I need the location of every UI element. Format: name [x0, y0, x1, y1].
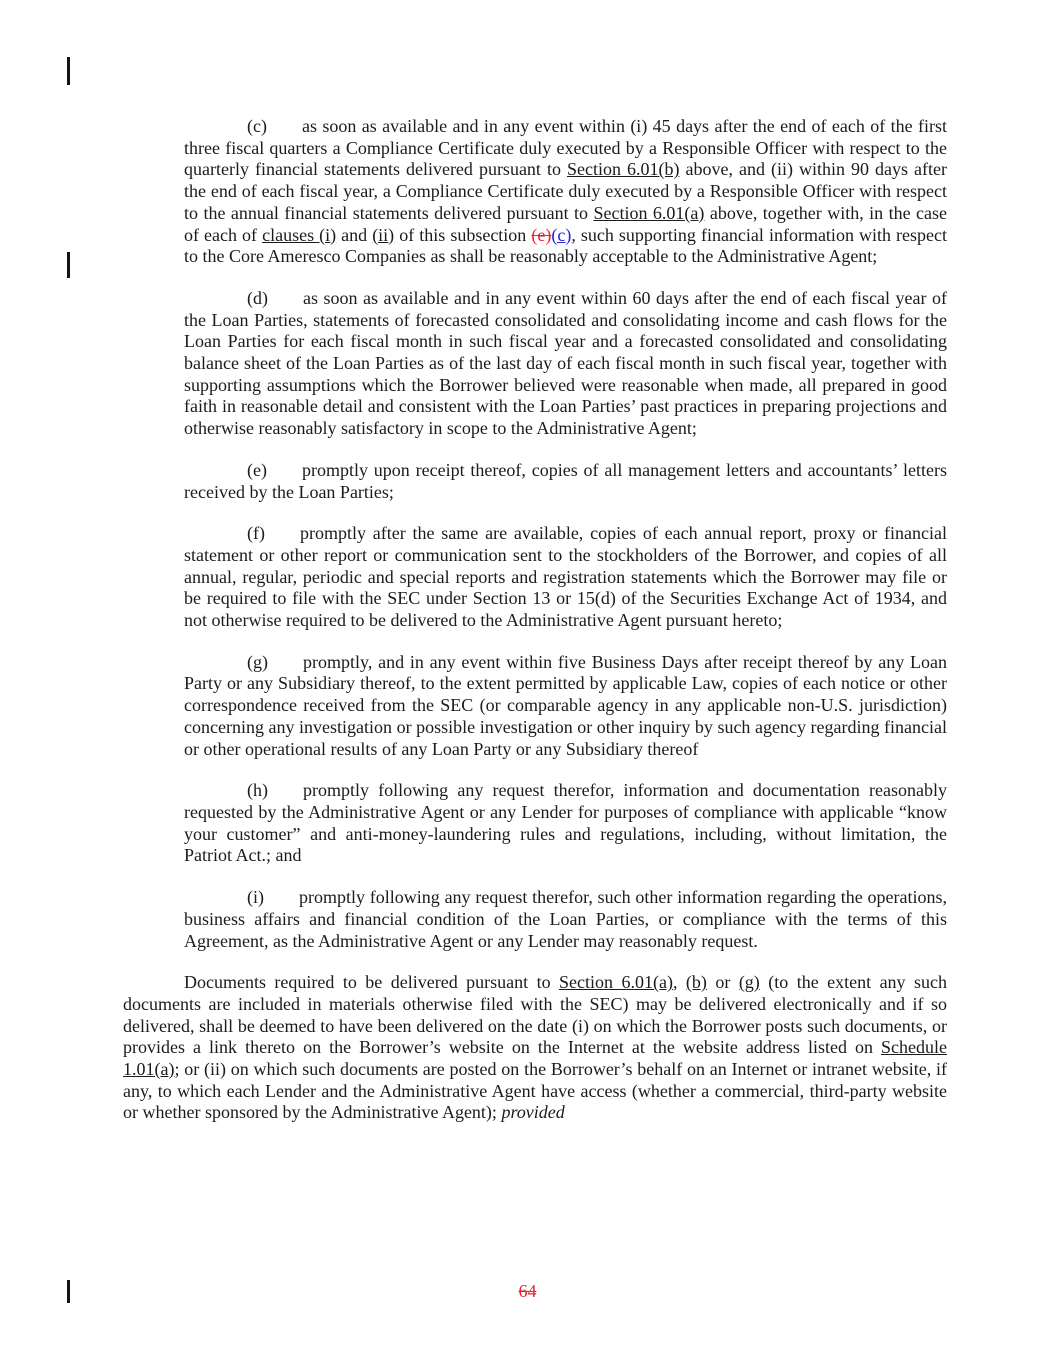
- paragraph-label: (g): [247, 651, 268, 672]
- text-segment-ins: (c): [551, 224, 572, 245]
- text-segment-u: (ii): [372, 224, 395, 245]
- text-segment: as soon as available and in any event within 60 days after the end of each fiscal year of the Loan Parties, statements of forecasted consolidated and consolidating income and cash flows for the Loan Parties for each fiscal month in such fiscal year and a forecasted consolidated and consolidating balance sheet of the Loan Parties as of the last day of each fiscal month in such fiscal year, together with supporting assumptions which the Borrower believed were reasonable when made, all prepared in good faith in reasonable detail and consistent with the Loan Parties’ past practices in preparing projections and otherwise reasonably satisfactory in scope to the Administrative Agent;: [184, 287, 947, 439]
- text-segment-u: (b): [685, 972, 707, 993]
- paragraph-documents-delivery: [123, 972, 947, 1124]
- text-segment: above, together with, in the case of each of: [184, 202, 948, 245]
- paragraph-e: [184, 460, 947, 503]
- revision-change-bar: [67, 252, 70, 278]
- document-body: [123, 116, 947, 1124]
- text-segment: Documents required to be delivered pursuant to: [184, 972, 560, 993]
- paragraph-i: [184, 887, 947, 952]
- text-segment: promptly, and in any event within five Business Days after receipt thereof by any Loan Party or any Subsidiary thereof, to the extent permitted by applicable Law, copies of each notice or other correspondence received from the SEC (or comparable agency in any applicable non-U.S. jurisdiction) concerning any investigation or possible investigation or other inquiry by such agency regarding financial or other operational results of any Loan Party or any Subsidiary thereof: [184, 651, 947, 759]
- paragraph-d: [184, 288, 947, 440]
- text-segment: ; or (ii) on which such documents are posted on the Borrower’s behalf on an Internet or intranet website, if any, to which each Lender and the Administrative Agent have access (whether a commercial, third-party website or whether sponsored by the Administrative Agent);: [123, 1059, 947, 1123]
- text-segment: , such supporting financial information with respect to the Core Ameresco Companies as shall be reasonably acceptable to the Administrative Agent;: [184, 224, 947, 267]
- paragraph-label: (e): [247, 459, 267, 480]
- text-segment: promptly following any request therefor, information and documentation reasonably requested by the Administrative Agent or any Lender for purposes of compliance with applicable “know your customer” and anti-money-laundering rules and regulations, including, without limitation, the Patriot Act.; and: [184, 780, 947, 866]
- text-segment: of this subsection: [394, 224, 532, 245]
- text-segment: promptly following any request therefor, such other information regarding the operations, business affairs and financial condition of the Loan Parties, or compliance with the terms of this Agreement, as the Administrative Agent or any Lender may reasonably request.: [184, 887, 947, 951]
- paragraph-text: [184, 288, 947, 438]
- paragraph-g: [184, 652, 947, 761]
- paragraph-label: (i): [247, 887, 264, 908]
- paragraph-text: [184, 887, 947, 950]
- page-number: 64: [518, 1281, 537, 1301]
- paragraph-text: [184, 652, 947, 759]
- paragraph-text: [184, 116, 947, 266]
- paragraph-text: [184, 523, 947, 630]
- text-segment: above, and (ii) within 90 days after the end of each fiscal year, a Compliance Certificate duly executed by a Responsible Officer with respect to the annual financial statements delivered pursuant to: [184, 159, 947, 223]
- paragraph-h: [184, 780, 947, 867]
- text-segment: or: [706, 972, 739, 993]
- text-segment-u: Schedule 1.01(a): [123, 1037, 947, 1080]
- text-segment-u: Section 6.01(a): [559, 972, 673, 993]
- text-segment: as soon as available and in any event within (i) 45 days after the end of each of the first three fiscal quarters a Compliance Certificate duly executed by a Responsible Officer with respect to the quarterly financial statements delivered pursuant to: [184, 116, 947, 180]
- text-segment: promptly after the same are available, copies of each annual report, proxy or financial statement or other report or communication sent to the stockholders of the Borrower, and copies of all annual, regular, periodic and special reports and registration statements which the Borrower may file or be required to file with the SEC under Section 13 or 15(d) of the Securities Exchange Act of 1934, and not otherwise required to be delivered to the Administrative Agent pursuant hereto;: [184, 523, 947, 631]
- text-segment: (to the extent any such documents are included in materials otherwise filed with the SEC) may be delivered electronically and if so delivered, shall be deemed to have been delivered on the date (i) on which the Borrower posts such documents, or provides a link thereto on the Borrower’s website on the Internet at the website address listed on: [123, 972, 948, 1058]
- paragraph-label: (d): [247, 287, 268, 308]
- text-segment-u: Section 6.01(b): [566, 159, 680, 180]
- text-segment-u: Section 6.01(a): [593, 202, 705, 223]
- paragraph-f: [184, 523, 947, 632]
- paragraph-text: [123, 972, 947, 1122]
- text-segment-del: (e): [531, 224, 552, 245]
- paragraph-label: (h): [247, 780, 268, 801]
- paragraph-text: [184, 780, 947, 865]
- text-segment: promptly upon receipt thereof, copies of all management letters and accountants’ letters received by the Loan Parties;: [184, 459, 947, 502]
- paragraph-c: [184, 116, 947, 268]
- paragraph-label: (c): [247, 116, 267, 136]
- text-segment-i: provided: [501, 1102, 565, 1123]
- text-segment-u: (g): [738, 972, 760, 993]
- paragraph-label: (f): [247, 523, 265, 544]
- revision-change-bar: [67, 57, 70, 85]
- text-segment: ,: [672, 972, 686, 993]
- paragraph-text: [184, 460, 947, 502]
- text-segment-u: clauses (i): [262, 224, 337, 245]
- text-segment: and: [336, 224, 373, 245]
